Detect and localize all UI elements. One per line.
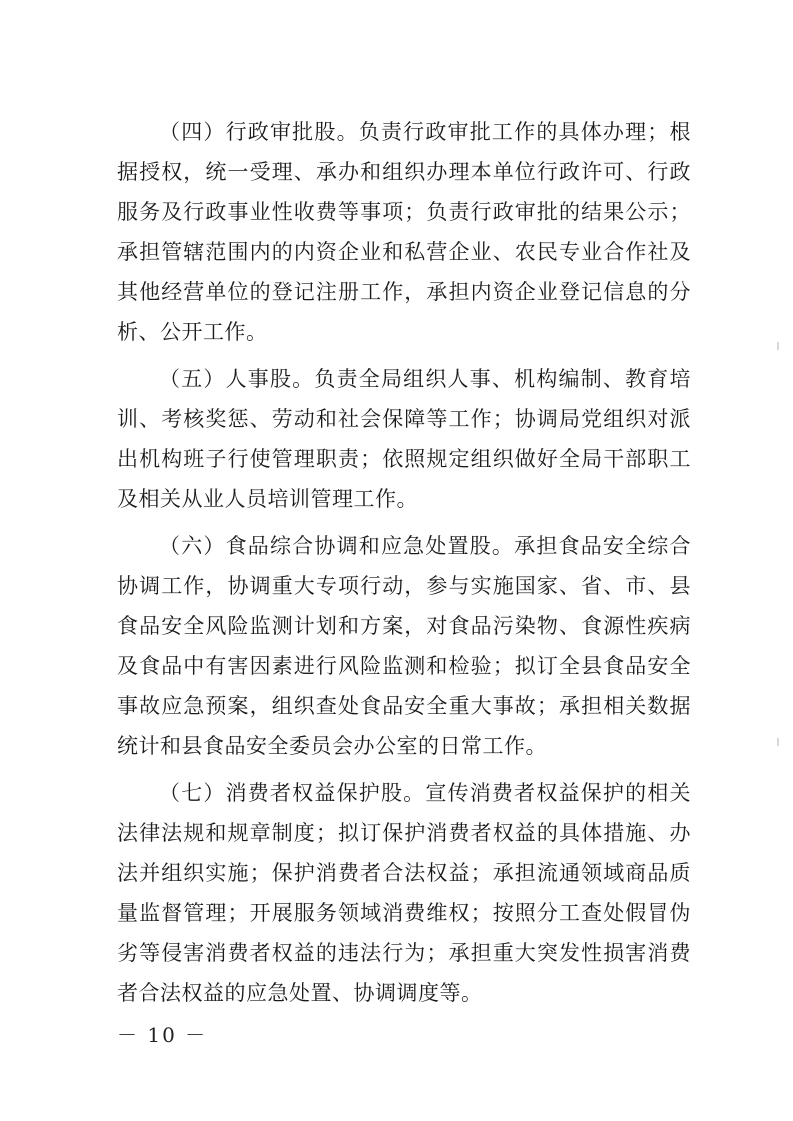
paragraph-section-5: （五）人事股。负责全局组织人事、机构编制、教育培训、考核奖惩、劳动和社会保障等工作；协调局党组织对派出机构班子行使管理职责；依照规定组织做好全局干部职工及相关从业人员培训管理工作。 (117, 367, 691, 511)
document-body (117, 112, 691, 1013)
scan-mark (777, 342, 779, 350)
paragraph-section-7: （七）消费者权益保护股。宣传消费者权益保护的相关法律法规和规章制度；拟订保护消费者权益的具体措施、办法并组织实施；保护消费者合法权益；承担流通领域商品质量监督管理；开展服务领域消费维权；按照分工查处假冒伪劣等侵害消费者权益的违法行为；承担重大突发性损害消费者合法权益的应急处置、协调调度等。 (117, 781, 691, 1005)
page-number: － 10 － (117, 1023, 208, 1047)
paragraph-section-6: （六）食品综合协调和应急处置股。承担食品安全综合协调工作，协调重大专项行动，参与实施国家、省、市、县食品安全风险监测计划和方案，对食品污染物、食源性疾病及食品中有害因素进行风险监测和检验；拟订全县食品安全事故应急预案，组织查处食品安全重大事故；承担相关数据统计和县食品安全委员会办公室的日常工作。 (117, 534, 691, 758)
paragraph-section-4: （四）行政审批股。负责行政审批工作的具体办理；根据授权，统一受理、承办和组织办理本单位行政许可、行政服务及行政事业性收费等事项；负责行政审批的结果公示；承担管辖范围内的内资企业和私营企业、农民专业合作社及其他经营单位的登记注册工作，承担内资企业登记信息的分析、公开工作。 (117, 120, 691, 344)
scan-mark (777, 738, 779, 746)
